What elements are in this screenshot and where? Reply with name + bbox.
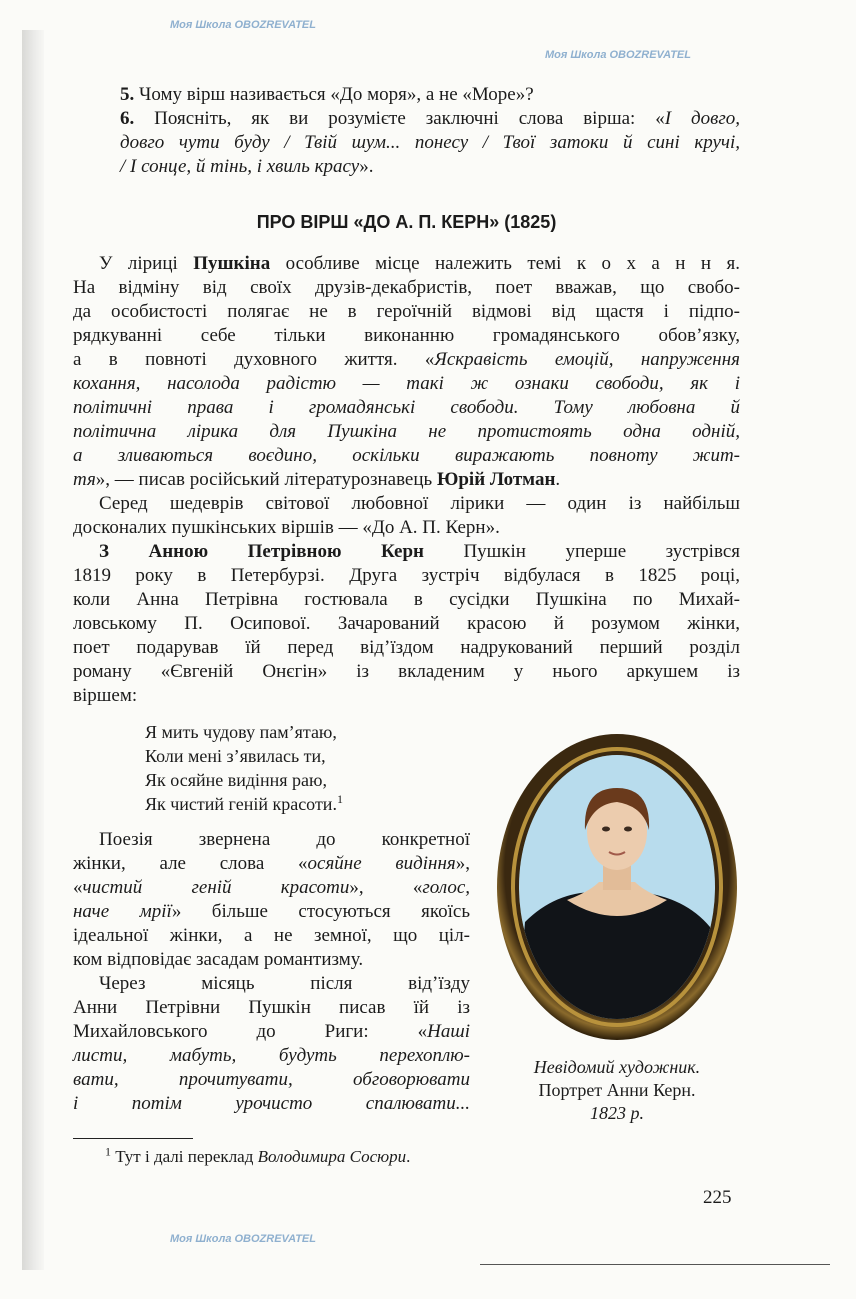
text-line — [73, 492, 740, 516]
text-line — [73, 972, 470, 996]
text-line — [73, 924, 470, 948]
bold-text: 6. — [120, 108, 135, 129]
text-line — [120, 107, 740, 131]
text-segment: рядкуванні себе тільки виконанню громадянського обов’язку, — [73, 325, 740, 346]
text-segment: Анни Петрівни Пушкін писав їй із — [73, 997, 470, 1018]
bold-text: 5. — [120, 84, 135, 105]
italic-text: голос, — [422, 877, 471, 898]
caption-year: 1823 р. — [590, 1103, 644, 1123]
text-segment: Поясніть, як ви розумієте заключні слова вірша: « — [134, 108, 665, 129]
portrait-caption — [497, 1056, 737, 1125]
text-segment: », « — [349, 877, 423, 898]
text-segment: да особистості полягає не в героїчній відмові від щастя і підпо- — [73, 301, 740, 322]
poem-line-text: Як чистий геній красоти. — [145, 794, 337, 814]
text-line — [73, 612, 740, 636]
italic-text: І довго, — [664, 108, 740, 129]
review-questions — [120, 83, 740, 179]
text-segment: віршем: — [73, 685, 138, 706]
text-line — [73, 1020, 470, 1044]
text-segment: На відміну від своїх друзів-декабристів, поет вважав, що свобо- — [73, 277, 740, 298]
italic-text: осяйне видіння — [307, 853, 456, 874]
text-line — [73, 1044, 470, 1068]
bold-text: Юрій Лотман — [436, 469, 556, 490]
text-line — [73, 852, 470, 876]
text-line — [73, 300, 740, 324]
text-line — [73, 876, 470, 900]
text-segment: Пушкін уперше зустрівся — [423, 541, 740, 562]
text-line — [73, 276, 740, 300]
bold-text: Пушкіна — [193, 253, 271, 274]
text-segment: Поезія звернена до конкретної — [99, 829, 470, 850]
text-line — [73, 540, 740, 564]
portrait-image — [495, 732, 739, 1042]
text-line — [73, 516, 740, 540]
poem-line — [145, 792, 343, 816]
italic-text: чистий геній красоти — [82, 877, 350, 898]
text-segment: Чому вірш називається «До моря», а не «Море»? — [134, 84, 534, 105]
text-line — [73, 900, 470, 924]
text-line — [73, 996, 470, 1020]
text-line — [73, 348, 740, 372]
text-segment: ком відповідає засадам романтизму. — [73, 949, 364, 970]
text-segment: « — [73, 877, 83, 898]
text-line — [73, 252, 740, 276]
bold-text: З Анною Петрівною Керн — [99, 541, 424, 562]
poem-line: Як осяйне видіння раю, — [145, 770, 327, 790]
text-line — [73, 420, 740, 444]
italic-text: тя — [73, 469, 96, 490]
caption-artist: Невідомий художник. — [533, 1057, 701, 1077]
watermark: Моя Школа OBOZREVATEL — [170, 19, 316, 31]
footnote — [105, 1146, 410, 1168]
text-line — [73, 444, 740, 468]
text-line — [73, 324, 740, 348]
text-segment: особливе місце належить темі к о х а н н я. — [270, 253, 741, 274]
text-segment: », — писав російський літературознавець — [95, 469, 437, 490]
footnote-divider — [73, 1138, 193, 1139]
italic-text: Наші — [427, 1021, 470, 1042]
text-line — [120, 131, 740, 155]
text-segment: Михайловського до Риги: « — [73, 1021, 428, 1042]
watermark: Моя Школа OBOZREVATEL — [170, 1233, 316, 1245]
italic-text: довго чути буду / Твій шум... понесу / Твої затоки й сині кручі, — [120, 132, 740, 153]
text-line — [73, 636, 740, 660]
text-segment: 1819 року в Петербурзі. Друга зустріч відбулася в 1825 році, — [73, 565, 740, 586]
italic-text: / І сонце, й тінь, і хвиль красу — [120, 156, 360, 177]
poem-line: Коли мені з’явилась ти, — [145, 746, 326, 766]
italic-text: листи, мабуть, будуть перехоплю- — [73, 1045, 470, 1066]
text-line — [73, 684, 740, 708]
watermark: Моя Школа OBOZREVATEL — [545, 49, 691, 61]
text-segment: ідеальної жінки, а не земної, що ціл- — [73, 925, 470, 946]
text-segment: У ліриці — [99, 253, 194, 274]
text-segment: Серед шедеврів світової любовної лірики — один із найбільш — [99, 493, 740, 514]
text-segment: », — [455, 853, 470, 874]
text-segment: Через місяць після від’їзду — [99, 973, 470, 994]
text-line — [73, 468, 740, 492]
caption-title: Портрет Анни Керн. — [538, 1080, 696, 1100]
text-segment: коли Анна Петрівна гостювала в сусідки Пушкіна по Михай- — [73, 589, 740, 610]
italic-text: кохання, насолода радістю — такі ж ознаки свободи, як і — [73, 373, 740, 394]
italic-text: наче мрії — [73, 901, 172, 922]
text-line — [73, 828, 470, 852]
page-number: 225 — [703, 1187, 732, 1208]
text-segment: » більше стосуються якоїсь — [171, 901, 470, 922]
italic-text: і потім урочисто спалювати... — [73, 1093, 470, 1114]
footnote-end: . — [406, 1147, 411, 1166]
poem-excerpt — [145, 720, 343, 816]
poem-line: Я мить чудову пам’ятаю, — [145, 722, 337, 742]
text-line — [73, 1092, 470, 1116]
text-line — [73, 564, 740, 588]
text-segment: . — [555, 469, 561, 490]
text-segment: а в повноті духовного життя. « — [73, 349, 435, 370]
text-line — [73, 948, 470, 972]
text-segment: поет подарував їй перед від’їздом надрукований перший розділ — [73, 637, 740, 658]
italic-text: вати, прочитувати, обговорювати — [73, 1069, 470, 1090]
text-segment: роману «Євгеній Онєгін» із вкладеним у нього аркушем із — [73, 661, 740, 682]
text-line — [120, 83, 740, 107]
text-segment: досконалих пушкінських віршів — «До А. П. Керн». — [73, 517, 500, 538]
column-text — [73, 828, 470, 1116]
italic-text: політична лірика для Пушкіна не протистоять одна одній, — [73, 421, 740, 442]
section-title: ПРО ВІРШ «ДО А. П. КЕРН» (1825) — [256, 212, 557, 232]
main-text — [73, 252, 740, 708]
footnote-mark: 1 — [336, 792, 343, 806]
text-line — [73, 372, 740, 396]
text-segment: жінки, але слова « — [73, 853, 308, 874]
italic-text: Яскравість емоцій, напруження — [434, 349, 740, 370]
text-line — [73, 396, 740, 420]
text-line — [73, 588, 740, 612]
text-line — [120, 155, 740, 179]
footnote-mark: 1 — [105, 1144, 111, 1159]
italic-text: політичні права і громадянські свободи. Тому любовна й — [73, 397, 740, 418]
text-segment: ». — [359, 156, 374, 177]
text-line — [73, 660, 740, 684]
italic-text: а зливаються воєдино, оскільки виражають повноту жит- — [73, 445, 740, 466]
footnote-text: Тут і далі переклад — [111, 1147, 258, 1166]
scan-left-edge — [22, 30, 44, 1270]
footnote-translator: Володимира Сосюри — [257, 1147, 407, 1166]
text-line — [73, 1068, 470, 1092]
text-segment: ловському П. Осипової. Зачарований красою й розумом жінки, — [73, 613, 740, 634]
bottom-divider — [480, 1264, 830, 1265]
